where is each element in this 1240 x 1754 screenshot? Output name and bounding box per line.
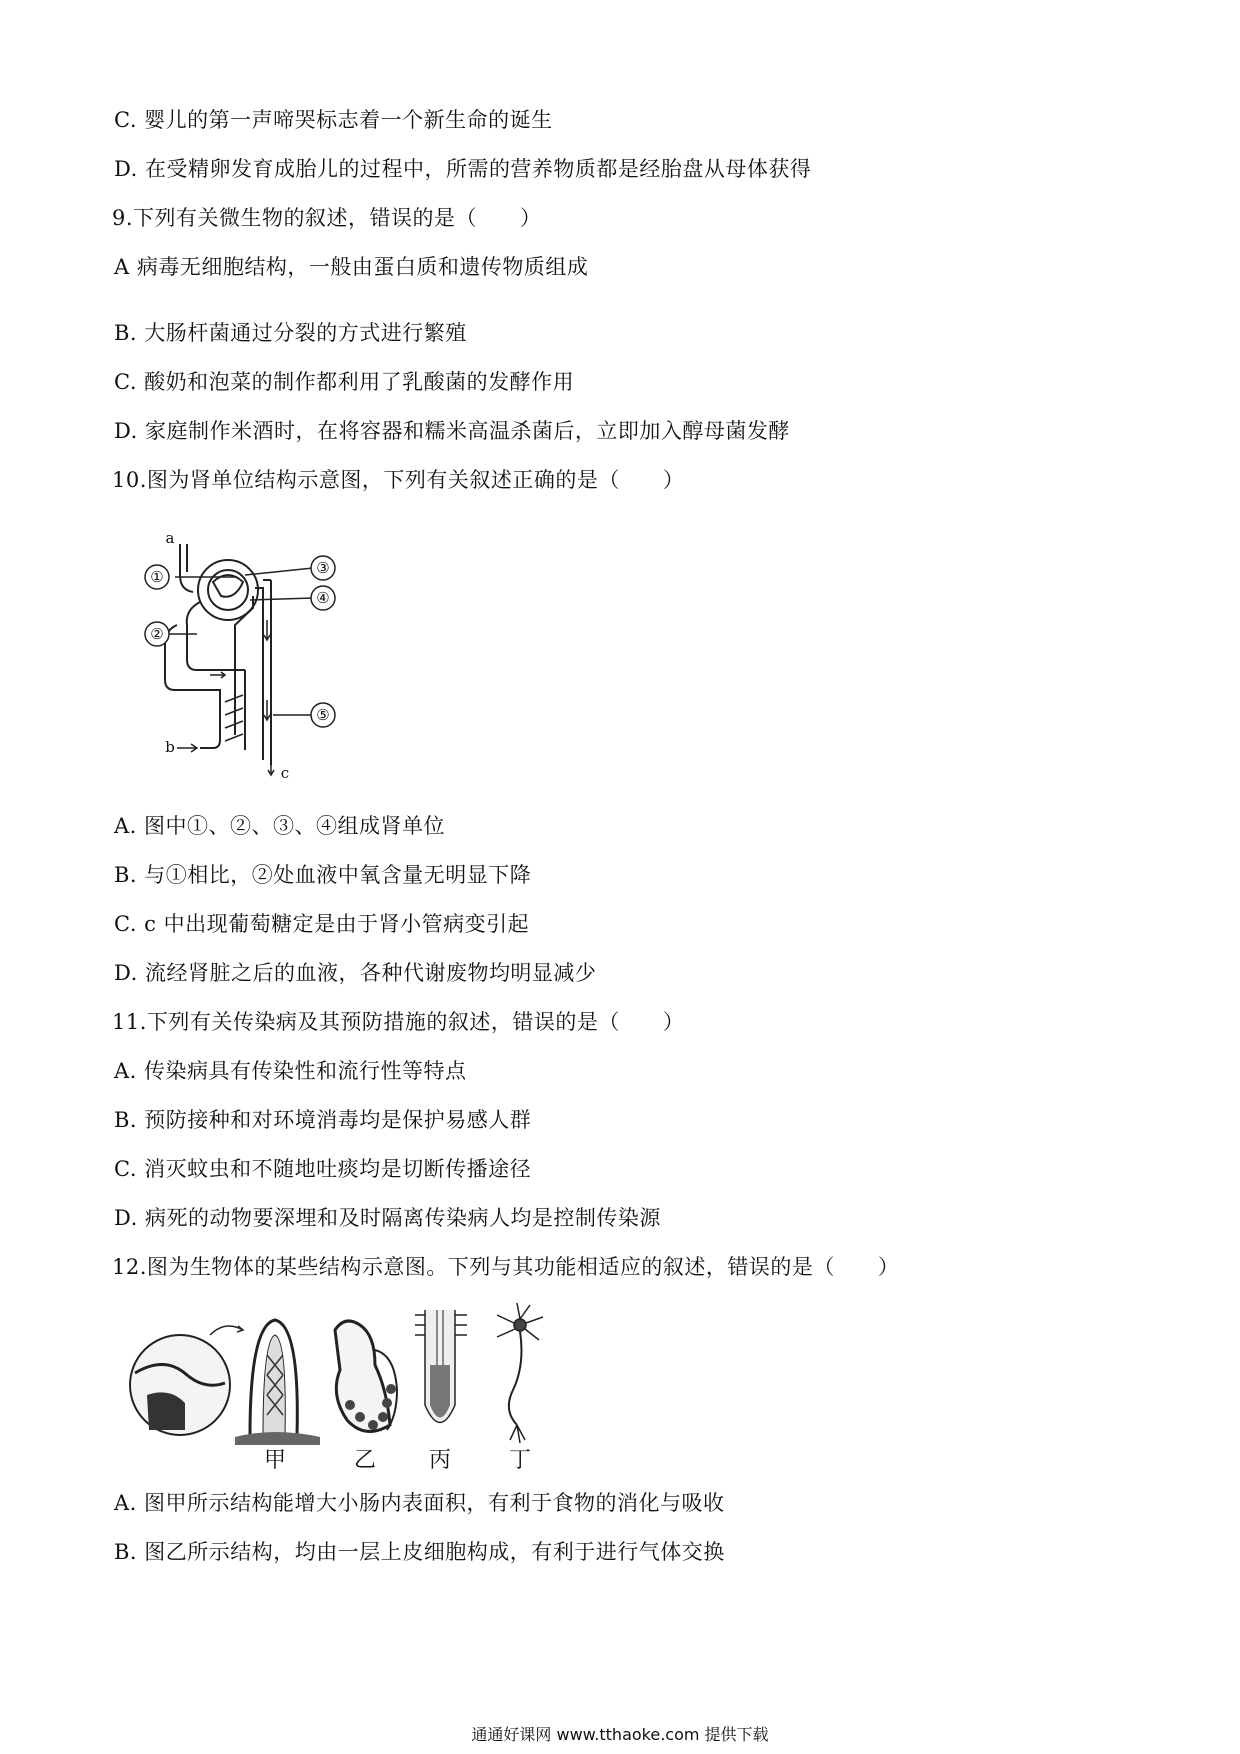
q12-option-a: A. 图甲所示结构能增大小肠内表面积，有利于食物的消化与吸收 [114,1491,725,1515]
alveolus-figure [335,1321,397,1431]
neuron-figure [497,1303,543,1443]
question-9: 9.下列有关微生物的叙述，错误的是（ ） [112,206,542,230]
q9-option-c: C. 酸奶和泡菜的制作都利用了乳酸菌的发酵作用 [114,370,575,394]
root-tip-figure [415,1310,467,1423]
label-5: ⑤ [316,706,330,724]
caption-jia: 甲 [263,1448,287,1470]
q10-option-a: A. 图中①、②、③、④组成肾单位 [114,814,446,838]
q11-option-a: A. 传染病具有传染性和流行性等特点 [114,1059,467,1083]
question-12: 12.图为生物体的某些结构示意图。下列与其功能相适应的叙述，错误的是（ ） [112,1255,900,1279]
label-b: b [165,738,175,756]
q8-option-d: D. 在受精卵发育成胎儿的过程中，所需的营养物质都是经胎盘从母体获得 [114,157,812,181]
q11-option-c: C. 消灭蚊虫和不随地吐痰均是切断传播途径 [114,1157,532,1181]
label-3: ③ [316,559,330,577]
nephron-diagram [125,530,355,780]
villus-figure [130,1320,320,1445]
q10-option-c: C. c 中出现葡萄糖定是由于肾小管病变引起 [114,912,530,936]
q11-option-d: D. 病死的动物要深埋和及时隔离传染病人均是控制传染源 [114,1206,661,1230]
page-footer: 通通好课网 www.tthaoke.com 提供下载 [471,1725,769,1744]
q10-option-b: B. 与①相比，②处血液中氧含量无明显下降 [114,863,532,887]
q8-option-c: C. 婴儿的第一声啼哭标志着一个新生命的诞生 [114,108,553,132]
caption-ding: 丁 [508,1448,532,1470]
q9-option-d: D. 家庭制作米酒时，在将容器和糯米高温杀菌后，立即加入醇母菌发酵 [114,419,790,443]
label-2: ② [150,625,164,643]
q9-option-a: A 病毒无细胞结构，一般由蛋白质和遗传物质组成 [114,255,589,279]
q9-option-b: B. 大肠杆菌通过分裂的方式进行繁殖 [114,321,467,345]
label-a: a [165,530,175,547]
label-1: ① [150,568,164,586]
label-c: c [280,764,290,780]
q10-option-d: D. 流经肾脏之后的血液，各种代谢废物均明显减少 [114,961,597,985]
label-4: ④ [316,589,330,607]
q11-option-b: B. 预防接种和对环境消毒均是保护易感人群 [114,1108,532,1132]
caption-bing: 丙 [428,1448,452,1470]
q12-option-b: B. 图乙所示结构，均由一层上皮细胞构成，有利于进行气体交换 [114,1540,725,1564]
structures-diagram [125,1295,625,1470]
question-11: 11.下列有关传染病及其预防措施的叙述，错误的是（ ） [112,1010,685,1034]
caption-yi: 乙 [353,1448,377,1470]
question-10: 10.图为肾单位结构示意图，下列有关叙述正确的是（ ） [112,468,685,492]
